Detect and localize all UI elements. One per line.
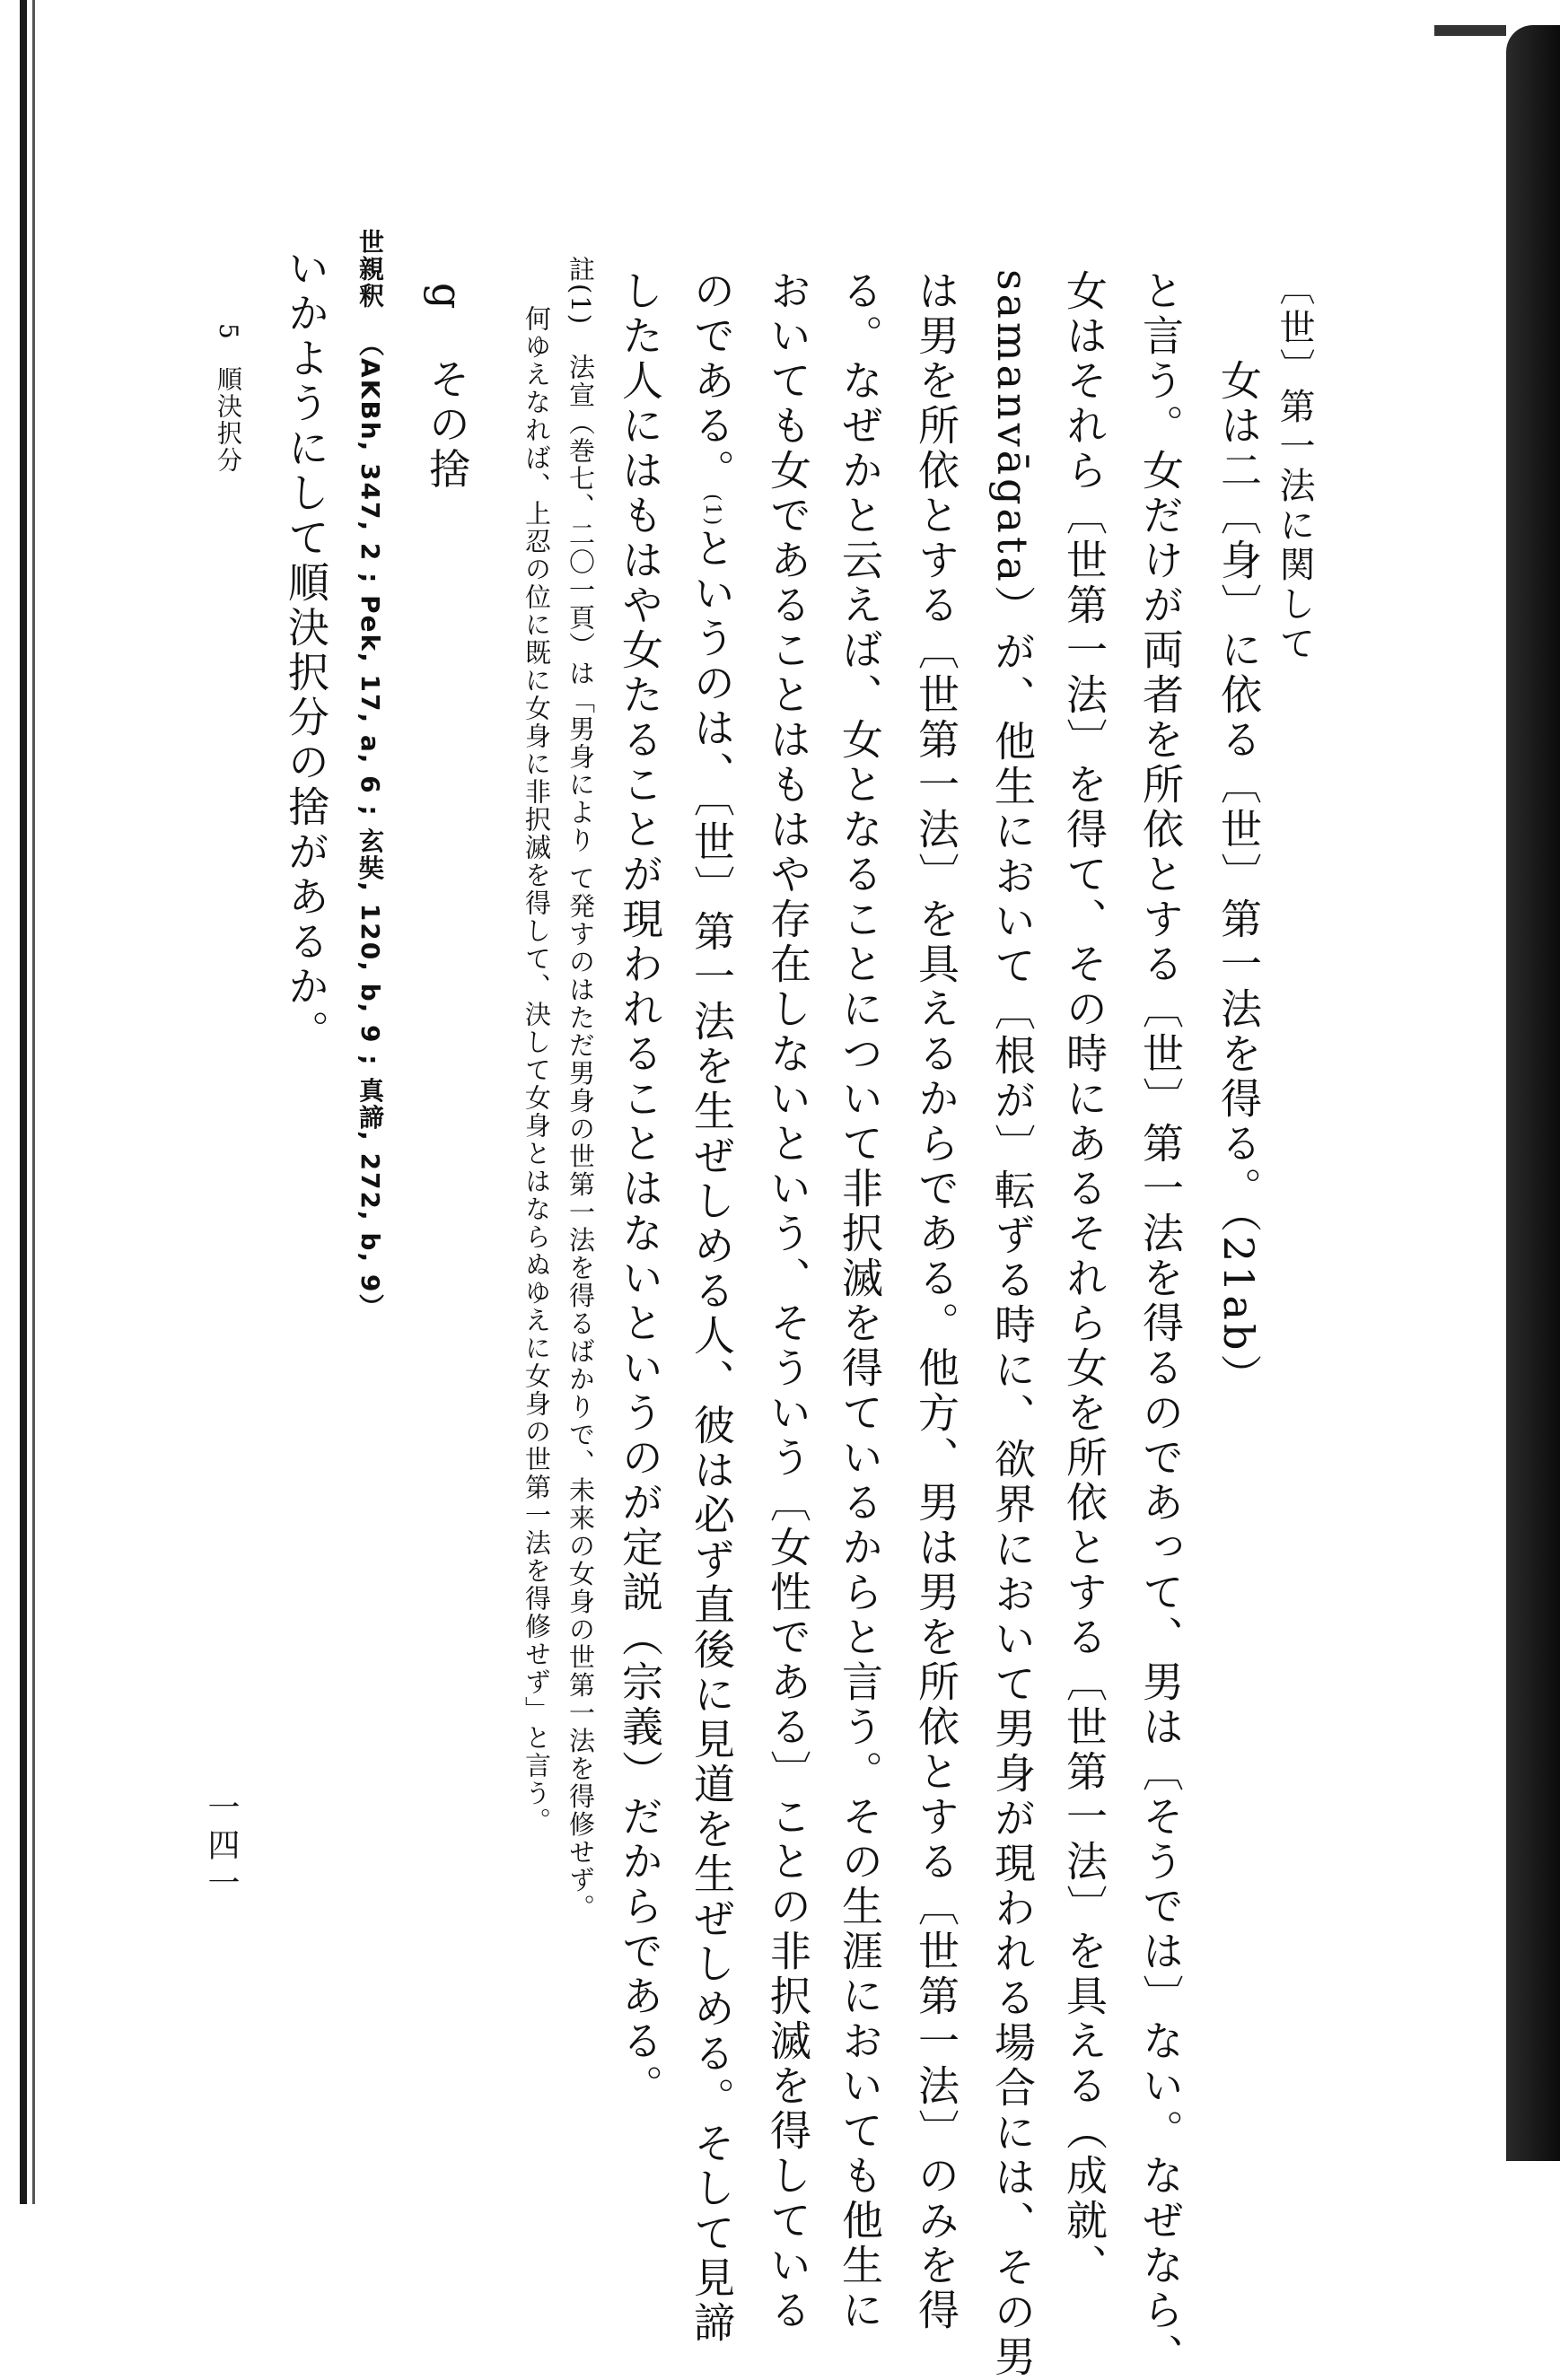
scan-corner-shadow <box>1506 25 1560 2161</box>
section-heading: 〔世〕第一法に関して <box>1274 269 1315 664</box>
body-line-6: おいても女であることはもはや存在しないという、そういう〔女性である〕ことの非択滅を得している <box>764 269 812 2333</box>
chapter-title: 順決択分 <box>214 365 243 474</box>
footnote-line-2: 何ゆえなれば、上忍の位に既に女身に非択滅を得して、決して女身とはならぬゆえに女身の世第一法を得修せず」と言う。 <box>521 305 552 1835</box>
citation-line <box>355 229 385 1321</box>
source-references: （AKBh, 347, 2 ; Pek, 17, a, 6 ; 玄奘, 120, b, 9 ; 真諦, 272, b, 9） <box>355 331 385 1321</box>
scan-edge-left <box>20 0 27 2204</box>
subsection-heading: g その捨 <box>423 283 471 493</box>
body-line-4: は男を所依とする〔世第一法〕を具えるからである。他方、男は男を所依とする〔世第一法〕のみを得 <box>912 269 960 2333</box>
chapter-number: 5 <box>214 323 243 341</box>
body-line-1: と言う。女だけが両者を所依とする〔世〕第一法を得るのであって、男は〔そうでは〕ない。なぜなら、 <box>1136 269 1185 2378</box>
body-line-3: samanvāgata）が、他生において〔根が〕転ずる時に、欲界において男身が現われる場合には、その男 <box>988 269 1037 2380</box>
commentary-label: 世親釈 <box>355 229 385 310</box>
body-line-7 <box>688 269 736 2347</box>
body-line-7-rest: というのは、〔世〕第一法を生ぜしめる人、彼は必ず直後に見道を生ぜしめる。そして見諦 <box>688 527 736 2347</box>
page-number: 一四一 <box>203 1790 240 1903</box>
footnote-ref: (1) <box>701 494 723 528</box>
footnote-line-1: 註(1) 法宣（巻七、二〇一頁）は「男身により て発すのはただ男身の世第一法を得るばかりで、未来の女身の世第一法を得修せず。 <box>565 256 596 1922</box>
body-line-7-start: のである。 <box>688 269 736 494</box>
body-line-8: した人にはもはや女たることが現われることはないというのが定説（宗義）だからである。 <box>616 269 664 2109</box>
scan-edge-left-inner <box>32 0 35 2204</box>
scan-corner-lip <box>1434 25 1506 36</box>
question-line: いかようにして順決択分の捨があるか。 <box>282 247 330 1054</box>
body-line-5: る。なぜかと云えば、女となることについて非択滅を得ているからと言う。その生涯においても他生に <box>836 269 884 2333</box>
verse-line: 女は二〔身〕に依る〔世〕第一法を得る。（21ab） <box>1214 359 1263 1399</box>
running-header <box>215 323 241 474</box>
body-line-2: 女はそれら〔世第一法〕を得て、その時にあるそれら女を所依とする〔世第一法〕を具える（成就、 <box>1060 269 1109 2288</box>
